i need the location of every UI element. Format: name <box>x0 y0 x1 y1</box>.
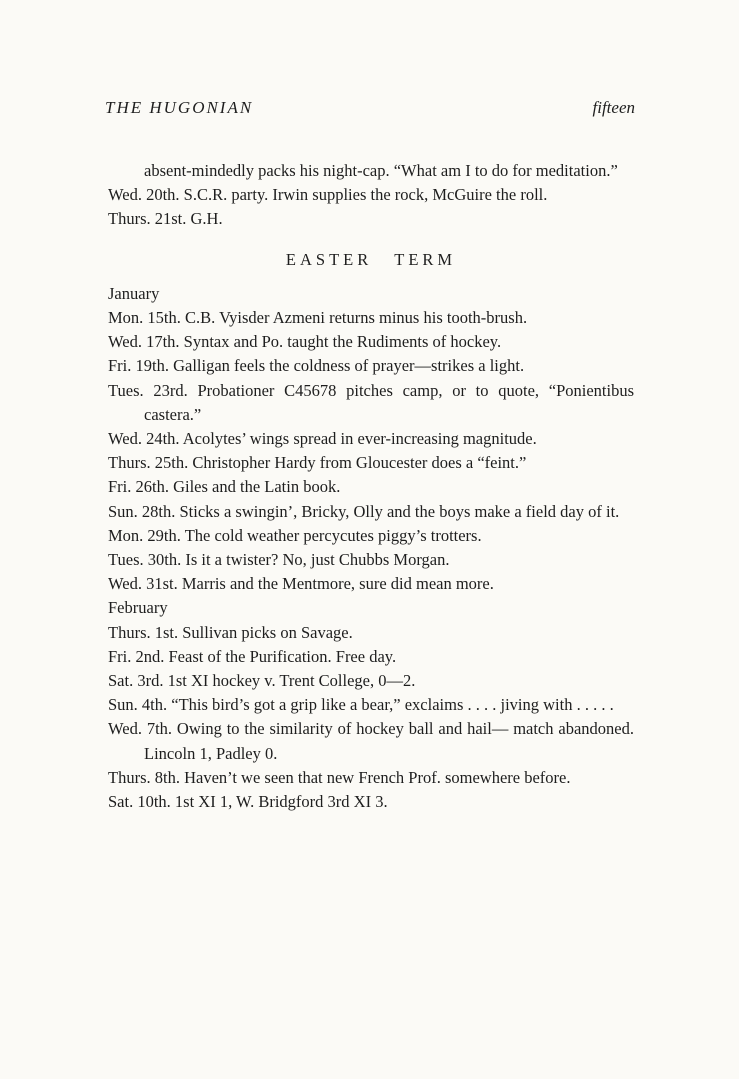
diary-entry: Fri. 2nd. Feast of the Purification. Free day. <box>108 646 397 666</box>
diary-entry: Wed. 24th. Acolytes’ wings spread in ever-increasing magnitude. <box>108 429 537 449</box>
diary-entry: absent-mindedly packs his night-cap. “What am I to do for meditation.” <box>144 161 618 180</box>
diary-entry: Sun. 28th. Sticks a swingin’, Bricky, Olly and the boys make a field day of it. <box>108 501 620 521</box>
diary-entry: Thurs. 25th. Christopher Hardy from Gloucester does a “feint.” <box>108 453 527 473</box>
month-label: January <box>108 283 160 303</box>
diary-entry: Thurs. 1st. Sullivan picks on Savage. <box>108 622 353 642</box>
diary-entry: Wed. 7th. Owing to the similarity of hockey ball and hail— match abandoned. Lincoln 1, Padley 0. <box>108 719 634 763</box>
section-heading: EASTER TERM <box>285 249 457 269</box>
diary-entry: Tues. 23rd. Probationer C45678 pitches camp, or to quote, “Ponientibus castera.” <box>108 380 634 424</box>
diary-entry: Wed. 20th. S.C.R. party. Irwin supplies the rock, McGuire the roll. <box>108 185 548 205</box>
month-label: February <box>108 598 168 618</box>
journal-title: THE HUGONIAN <box>105 98 254 117</box>
diary-body <box>108 159 634 814</box>
page-number: fifteen <box>592 98 635 117</box>
diary-entry: Sun. 4th. “This bird’s got a grip like a bear,” exclaims . . . . jiving with . . . . . <box>108 695 614 715</box>
diary-entry: Sat. 10th. 1st XI 1, W. Bridgford 3rd XI 3. <box>108 792 388 812</box>
diary-entry: Sat. 3rd. 1st XI hockey v. Trent College, 0—2. <box>108 671 416 691</box>
diary-entry: Tues. 30th. Is it a twister? No, just Chubbs Morgan. <box>108 550 450 570</box>
diary-entry: Thurs. 8th. Haven’t we seen that new French Prof. somewhere before. <box>108 767 571 787</box>
diary-entry: Thurs. 21st. G.H. <box>108 209 223 229</box>
diary-entry: Wed. 17th. Syntax and Po. taught the Rudiments of hockey. <box>108 332 502 352</box>
diary-entry: Wed. 31st. Marris and the Mentmore, sure did mean more. <box>108 574 494 594</box>
diary-entry: Fri. 26th. Giles and the Latin book. <box>108 477 341 497</box>
diary-entry: Mon. 15th. C.B. Vyisder Azmeni returns minus his tooth-brush. <box>108 308 528 328</box>
diary-entry: Mon. 29th. The cold weather percycutes piggy’s trotters. <box>108 525 482 545</box>
diary-entry: Fri. 19th. Galligan feels the coldness of prayer—strikes a light. <box>108 356 525 376</box>
